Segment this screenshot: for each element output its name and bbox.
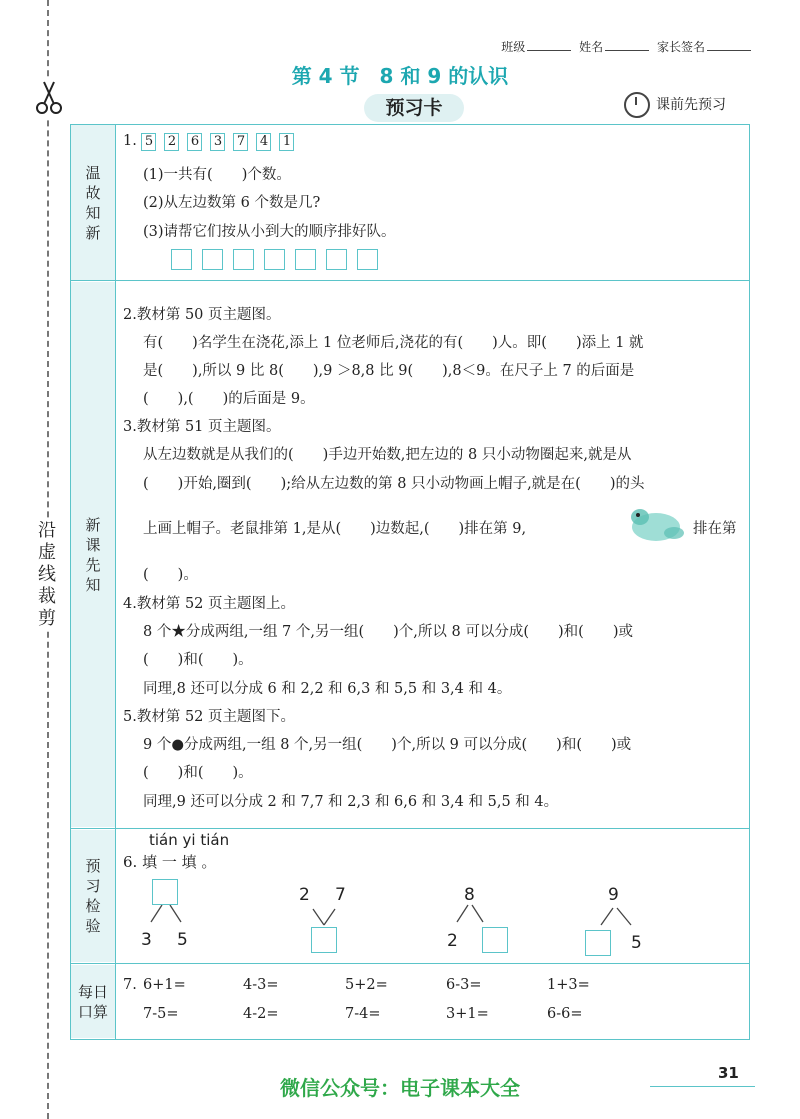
- arithmetic-item: 6-6=: [547, 1006, 583, 1022]
- diagram-number: 3: [141, 930, 152, 950]
- arithmetic-item: 1+3=: [547, 977, 590, 993]
- cut-instruction: 沿虚线裁剪: [30, 520, 64, 630]
- name-field[interactable]: [605, 50, 649, 51]
- question-5-line: 同理,9 还可以分成 2 和 7,7 和 2,3 和 6,6 和 3,4 和 5,5 和 4。: [143, 794, 559, 810]
- question-6-pinyin: tián yi tián: [149, 831, 230, 849]
- question-3-line: 上画上帽子。老鼠排第 1,是从( )边数起,( )排在第 9,: [143, 521, 527, 537]
- arithmetic-item: 3+1=: [446, 1006, 489, 1022]
- arithmetic-item: 4-3=: [243, 977, 279, 993]
- question-1-cards: 1. 5 2 6 3 7 4 1: [123, 133, 302, 151]
- question-2-line: ( ),( )的后面是 9。: [143, 391, 315, 407]
- question-3-title: 3.教材第 51 页主题图。: [123, 419, 281, 435]
- preview-label: 课前先预习: [656, 97, 726, 113]
- question-7-prefix: 7.: [123, 977, 137, 993]
- section-label-review: 温故知新: [71, 125, 115, 280]
- parent-signature-field[interactable]: [707, 50, 751, 51]
- question-3-line: 排在第: [693, 521, 737, 537]
- question-3-line: 从左边数就是从我们的( )手边开始数,把左边的 8 只小动物圈起来,就是从: [143, 447, 632, 463]
- arithmetic-item: 7-5=: [143, 1006, 179, 1022]
- arithmetic-item: 4-2=: [243, 1006, 279, 1022]
- answer-box[interactable]: [152, 879, 178, 905]
- class-field[interactable]: [527, 50, 571, 51]
- question-1-1: (1)一共有( )个数。: [143, 167, 291, 183]
- question-2-title: 2.教材第 50 页主题图。: [123, 307, 281, 323]
- answer-box[interactable]: [482, 927, 508, 953]
- diagram-number: 5: [177, 930, 188, 950]
- diagram-number: 2: [447, 931, 458, 951]
- question-6-title: 6. 填 一 填 。: [123, 853, 217, 871]
- question-4-line: 8 个★分成两组,一组 7 个,另一组( )个,所以 8 可以分成( )和( )或: [143, 624, 633, 640]
- diagram-number: 7: [335, 885, 346, 905]
- number-card: 4: [256, 133, 271, 151]
- answer-box[interactable]: [585, 930, 611, 956]
- number-card: 5: [141, 133, 156, 151]
- page-number: 31: [718, 1064, 739, 1082]
- question-1-2: (2)从左边数第 6 个数是几?: [143, 195, 321, 211]
- arithmetic-item: 7-4=: [345, 1006, 381, 1022]
- section-label-new: 新课先知: [71, 282, 115, 827]
- question-4-title: 4.教材第 52 页主题图上。: [123, 596, 296, 612]
- arithmetic-item: 6-3=: [446, 977, 482, 993]
- diagram-number: 8: [464, 885, 475, 905]
- preview-label-wrap: [624, 92, 726, 118]
- arithmetic-item: 5+2=: [345, 977, 388, 993]
- diagram-number: 2: [299, 885, 310, 905]
- question-5-line: ( )和( )。: [143, 765, 253, 781]
- name-label: 姓名: [579, 40, 604, 54]
- question-5-title: 5.教材第 52 页主题图下。: [123, 709, 296, 725]
- question-4-line: ( )和( )。: [143, 652, 253, 668]
- number-card: 3: [210, 133, 225, 151]
- number-card: 1: [279, 133, 294, 151]
- number-card: 7: [233, 133, 248, 151]
- number-card: 2: [164, 133, 179, 151]
- section-label-check: 预习检验: [71, 830, 115, 962]
- wechat-watermark: 微信公众号：电子课本大全: [280, 1076, 520, 1100]
- section-title: 第 4 节 8 和 9 的认识: [291, 64, 509, 88]
- question-2-line: 有( )名学生在浇花,添上 1 位老师后,浇花的有( )人。即( )添上 1 就: [143, 335, 644, 351]
- parent-label: 家长签名: [656, 40, 705, 54]
- answer-box[interactable]: [311, 927, 337, 953]
- question-3-line: ( )开始,圈到( );给从左边数的第 8 只小动物画上帽子,就是在( )的头: [143, 476, 645, 492]
- question-2-line: 是( ),所以 9 比 8( ),9 ＞8,8 比 9( ),8＜9。在尺子上 7 的后面是: [143, 363, 635, 379]
- student-info-fields: [501, 38, 755, 55]
- card-title: 预习卡: [364, 94, 464, 122]
- section-label-daily: 每日口算: [71, 965, 115, 1038]
- number-card: 6: [187, 133, 202, 151]
- worksheet-table: [70, 124, 750, 1040]
- diagram-number: 5: [631, 933, 642, 953]
- question-1-3: (3)请帮它们按从小到大的顺序排好队。: [143, 224, 396, 240]
- clock-icon: [624, 92, 650, 118]
- class-label: 班级: [501, 40, 526, 54]
- question-4-line: 同理,8 还可以分成 6 和 2,2 和 6,3 和 5,5 和 3,4 和 4。: [143, 681, 512, 697]
- question-5-line: 9 个●分成两组,一组 8 个,另一组( )个,所以 9 可以分成( )和( )或: [143, 737, 632, 753]
- arithmetic-item: 6+1=: [143, 977, 186, 993]
- question-3-line: ( )。: [143, 567, 198, 583]
- diagram-number: 9: [608, 885, 619, 905]
